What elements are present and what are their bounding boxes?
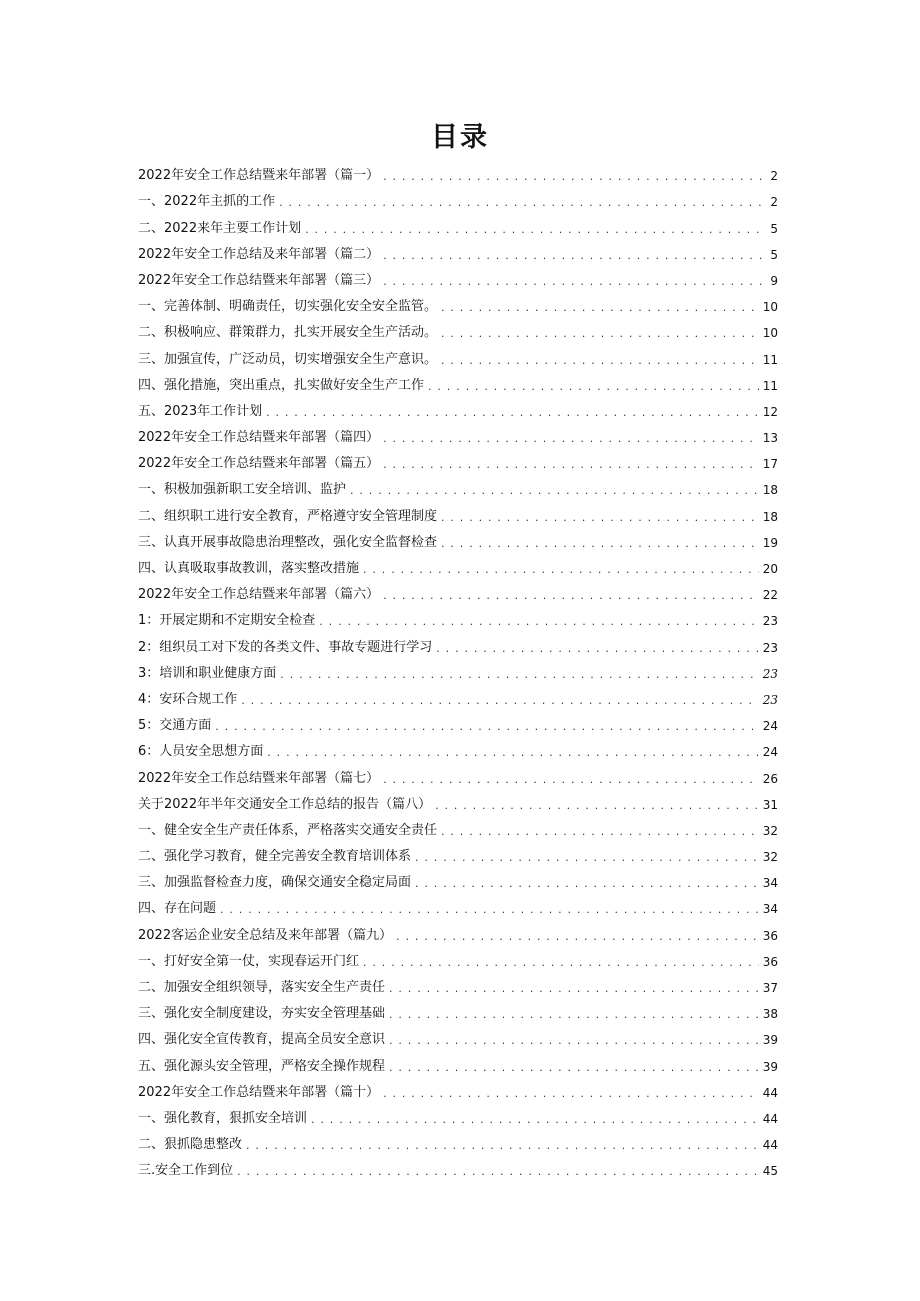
toc-entry[interactable] [138,1076,778,1102]
toc-dot-leader [389,1007,759,1023]
toc-entry-page-number: 22 [762,588,778,603]
toc-entry[interactable] [138,814,778,840]
toc-entry[interactable] [138,918,778,944]
toc-entry[interactable] [138,264,778,290]
toc-entry[interactable] [138,552,778,578]
toc-dot-leader [241,693,758,709]
toc-entry-label: 四、强化安全宣传教育，提高全员安全意识 [138,1032,386,1048]
toc-dot-leader [363,955,759,971]
toc-entry-page-number: 24 [762,745,778,760]
toc-entry-label: 一、健全安全生产责任体系，严格落实交通安全责任 [138,822,438,838]
toc-dot-leader [305,222,766,238]
toc-entry-page-number: 23 [762,666,778,681]
toc-entry[interactable] [138,447,778,473]
toc-dot-leader [311,1112,759,1128]
toc-dot-leader [415,876,759,892]
toc-entry[interactable] [138,997,778,1023]
toc-entry[interactable] [138,761,778,787]
toc-entry-label: 三、加强监督检查力度，确保交通安全稳定局面 [138,875,412,891]
toc-dot-leader [215,719,758,735]
toc-dot-leader [267,745,758,761]
toc-entry[interactable] [138,290,778,316]
toc-entry-label: 二、加强安全组织领导，落实安全生产责任 [138,980,386,995]
toc-dot-leader [396,929,759,945]
toc-entry[interactable] [138,683,778,709]
toc-dot-leader [279,195,766,211]
toc-entry-page-number: 38 [762,1007,778,1022]
toc-entry-page-number: 32 [762,823,778,838]
toc-entry[interactable] [138,342,778,368]
toc-entry-page-number: 11 [762,378,778,393]
toc-entry-page-number: 17 [762,457,778,472]
toc-dot-leader [435,798,759,814]
toc-entry-label: 一、2022年主抓的工作 [138,194,276,210]
toc-entry-page-number: 2 [770,169,778,184]
toc-entry-label: 5：交通方面 [138,718,212,734]
toc-dot-leader [383,248,766,264]
toc-dot-leader [389,981,759,997]
toc-entry[interactable] [138,971,778,997]
toc-entry-page-number: 26 [762,771,778,786]
toc-dot-leader [441,300,759,316]
toc-entry-label: 一、积极加强新职工安全培训、监护 [138,482,347,498]
toc-entry-page-number: 18 [762,509,778,524]
toc-entry[interactable] [138,421,778,447]
toc-dot-leader [383,588,759,604]
toc-dot-leader [415,850,759,866]
toc-entry-label: 四、存在问题 [138,901,217,917]
toc-entry-label: 一、打好安全第一仗，实现春运开门红 [138,953,360,969]
toc-title: 目录 [431,122,489,153]
toc-entry[interactable] [138,316,778,342]
toc-entry[interactable] [138,185,778,211]
toc-dot-leader [383,431,759,447]
toc-entry-label: 2022年安全工作总结暨来年部署（篇四） [138,430,380,446]
toc-entry-page-number: 18 [762,483,778,498]
toc-entry-label: 二、组织职工进行安全教育，严格遵守安全管理制度 [138,508,438,524]
toc-entry-page-number: 31 [762,797,778,812]
toc-entry-page-number: 23 [762,640,778,655]
toc-entry-label: 2：组织员工对下发的各类文件、事故专题进行学习 [138,639,433,655]
toc-entry[interactable] [138,892,778,918]
toc-dot-leader [383,457,759,473]
toc-entry-page-number: 24 [762,719,778,734]
toc-dot-leader [280,667,758,683]
toc-entry[interactable] [138,604,778,630]
toc-entry-label: 三、认真开展事故隐患治理整改，强化安全监督检查 [138,534,438,550]
toc-entry[interactable] [138,526,778,552]
toc-entry-label: 二、强化学习教育，健全完善安全教育培训体系 [138,849,412,865]
toc-entry-label: 6：人员安全思想方面 [138,744,264,760]
toc-dot-leader [441,536,759,552]
toc-entry-page-number: 13 [762,431,778,446]
toc-entry[interactable] [138,473,778,499]
toc-entry-page-number: 23 [762,692,778,707]
toc-entry-page-number: 34 [762,902,778,917]
toc-dot-leader [441,353,759,369]
toc-dot-leader [441,824,759,840]
toc-entry-page-number: 39 [762,1059,778,1074]
toc-entry[interactable] [138,1128,778,1154]
toc-entry-page-number: 2 [770,195,778,210]
toc-entry-label: 三.安全工作到位 [138,1163,234,1179]
toc-entry-label: 2022年安全工作总结暨来年部署（篇七） [138,770,380,786]
toc-entry-page-number: 32 [762,850,778,865]
toc-entry-label: 二、狠抓隐患整改 [138,1137,243,1153]
toc-entry-page-number: 5 [770,247,778,262]
toc-entry[interactable] [138,369,778,395]
toc-entry-page-number: 11 [762,352,778,367]
toc-dot-leader [237,1164,759,1180]
toc-entry-label: 三、强化安全制度建设，夯实安全管理基础 [138,1006,386,1022]
toc-entry-label: 4：安环合规工作 [138,691,238,707]
toc-entry-label: 四、认真吸取事故教训，落实整改措施 [138,561,360,576]
toc-entry-label: 二、积极响应、群策群力，扎实开展安全生产活动。 [138,325,438,341]
toc-dot-leader [441,510,759,526]
toc-entry[interactable] [138,788,778,814]
toc-dot-leader [441,326,759,342]
toc-entry-label: 2022年安全工作总结暨来年部署（篇三） [138,272,380,288]
toc-dot-leader [436,641,758,657]
toc-dot-leader [363,562,759,578]
toc-entry-label: 二、2022来年主要工作计划 [138,220,302,236]
toc-entry[interactable] [138,1049,778,1075]
toc-dot-leader [220,902,759,918]
toc-dot-leader [383,772,759,788]
toc-entry-page-number: 44 [762,1085,778,1100]
toc-entry[interactable] [138,945,778,971]
toc-entry-label: 3：培训和职业健康方面 [138,665,277,681]
toc-entry[interactable] [138,211,778,237]
toc-entry[interactable] [138,735,778,761]
toc-entry-page-number: 5 [770,221,778,236]
toc-entry[interactable] [138,1102,778,1128]
toc-entry-label: 一、完善体制、明确责任，切实强化安全安全监管。 [138,299,438,315]
toc-entry-page-number: 36 [762,954,778,969]
toc-entry-label: 2022年安全工作总结暨来年部署（篇一） [138,168,380,184]
toc-entry[interactable] [138,630,778,656]
toc-entry[interactable] [138,499,778,525]
toc-entry-page-number: 12 [762,404,778,419]
toc-entry[interactable] [138,866,778,892]
toc-entry-label: 三、加强宣传，广泛动员，切实增强安全生产意识。 [138,351,438,367]
toc-entry-label: 五、强化源头安全管理，严格安全操作规程 [138,1058,386,1074]
toc-entry[interactable] [138,840,778,866]
toc-entry-page-number: 36 [762,928,778,943]
toc-entry-page-number: 10 [762,300,778,315]
toc-dot-leader [389,1060,759,1076]
toc-entry-page-number: 9 [770,273,778,288]
toc-entry-page-number: 23 [762,614,778,629]
toc-entry-page-number: 45 [762,1164,778,1179]
toc-dot-leader [266,405,759,421]
toc-entry-label: 2022年安全工作总结及来年部署（篇二） [138,246,380,262]
toc-entry-label: 一、强化教育，狠抓安全培训 [138,1110,308,1126]
toc-entry[interactable] [138,159,778,185]
toc-entry-page-number: 39 [762,1033,778,1048]
toc-dot-leader [383,274,766,290]
toc-entry-page-number: 44 [762,1111,778,1126]
toc-dot-leader [389,1033,759,1049]
toc-entry-page-number: 44 [762,1138,778,1153]
toc-entry-label: 2022年安全工作总结暨来年部署（篇十） [138,1084,380,1100]
toc-dot-leader [383,169,766,185]
toc-entry-page-number: 37 [762,981,778,995]
toc-entry[interactable] [138,395,778,421]
toc-entry[interactable] [138,657,778,683]
toc-dot-leader [350,483,759,499]
toc-entry-label: 2022年安全工作总结暨来年部署（篇六） [138,587,380,603]
toc-entry-label: 关于2022年半年交通安全工作总结的报告（篇八） [138,796,432,812]
toc-dot-leader [246,1138,759,1154]
toc-entry[interactable] [138,709,778,735]
toc-dot-leader [383,1086,759,1102]
toc-entry-label: 2022年安全工作总结暨来年部署（篇五） [138,456,380,472]
toc-entry-page-number: 10 [762,326,778,341]
toc-entry[interactable] [138,1154,778,1180]
toc-dot-leader [428,379,759,395]
toc-list [138,159,778,1180]
toc-entry-page-number: 34 [762,876,778,891]
toc-entry-label: 四、强化措施，突出重点，扎实做好安全生产工作 [138,377,425,393]
toc-entry-label: 五、2023年工作计划 [138,403,263,419]
toc-entry[interactable] [138,1023,778,1049]
toc-entry-page-number: 19 [762,535,778,550]
toc-entry-label: 1：开展定期和不定期安全检查 [138,613,316,629]
toc-entry-label: 2022客运企业安全总结及来年部署（篇九） [138,927,393,943]
toc-entry[interactable] [138,578,778,604]
toc-entry-page-number: 20 [762,562,778,576]
toc-entry[interactable] [138,238,778,264]
toc-dot-leader [319,614,758,630]
